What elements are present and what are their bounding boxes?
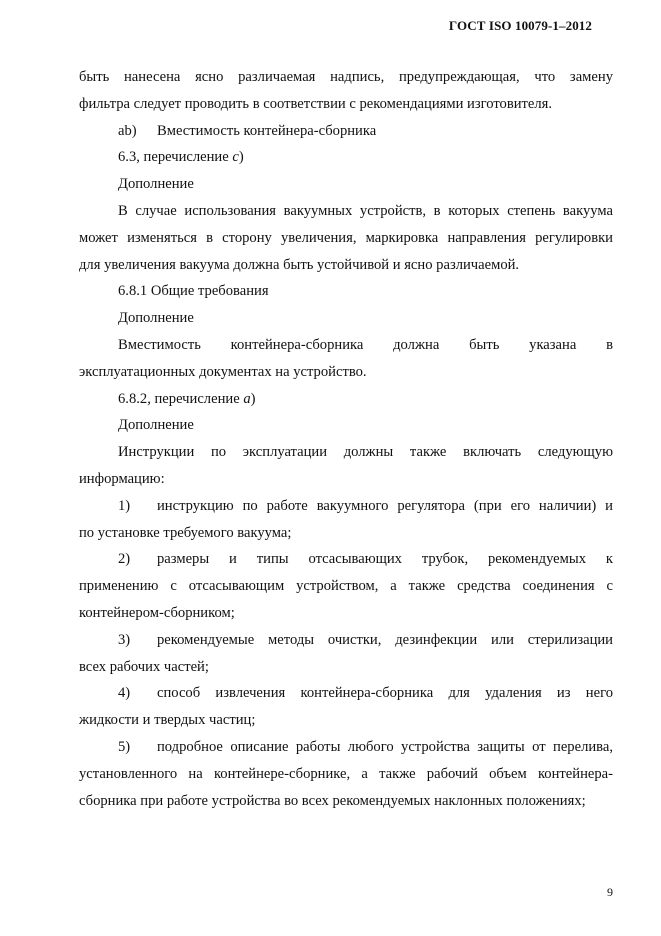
list-item: [79, 627, 613, 681]
list-item: [79, 546, 613, 626]
addition-heading: Дополнение: [118, 310, 194, 327]
list-item-text: всех рабочих частей;: [79, 658, 209, 675]
list-item-number: 5): [118, 738, 131, 755]
list-item: [79, 680, 613, 734]
list-item-text: по установке требуемого вакуума;: [79, 524, 292, 541]
section-ref-text: 6.8.2, перечисление: [118, 390, 240, 407]
section-ref-letter: с: [232, 149, 239, 166]
section-ref-letter: а: [243, 390, 251, 407]
list-item-first-line: рекомендуемые методы очистки, дезинфекции или стерилизации: [157, 631, 613, 648]
paragraph-line: быть нанесена ясно различаемая надпись, предупреждающая, что замену: [79, 69, 613, 85]
list-item-number: 3): [118, 631, 131, 648]
list-item-number: 4): [118, 685, 131, 702]
document-body: [79, 64, 613, 814]
addition-heading: Дополнение: [118, 417, 194, 434]
list-item-text: применению с отсасывающим устройством, а также средства соединения с контейнером-сборником;: [79, 578, 613, 621]
subitem-ab: [79, 118, 613, 145]
paragraph-line: может изменяться в сторону увеличения, маркировка направления регулировки: [79, 229, 613, 246]
section-ref-paren: ): [250, 390, 256, 407]
list-item-text: жидкости и твердых частиц;: [79, 712, 256, 729]
section-ref-paren: ): [238, 149, 244, 166]
list-item-number: 1): [118, 497, 131, 514]
paragraph-line: эксплуатационных документах на устройство.: [79, 363, 367, 380]
list-item-first-line: размеры и типы отсасывающих трубок, рекомендуемых к: [157, 551, 613, 568]
paragraph-line: В случае использования вакуумных устройств, в которых степень вакуума: [118, 202, 613, 219]
list-item: [79, 493, 613, 547]
list-item-first-line: способ извлечения контейнера-сборника для удаления из него: [157, 685, 613, 702]
subitem-marker: ab): [118, 122, 137, 139]
paragraph-line: Вместимость контейнера-сборника должна быть указана в: [118, 336, 613, 353]
section-ref-6-3: [79, 144, 613, 171]
paragraph-line: фильтра следует проводить в соответствии с рекомендациями изготовителя.: [79, 95, 553, 112]
section-ref-text: 6.3, перечисление: [118, 149, 229, 166]
page-number: 9: [607, 885, 613, 899]
list-item-number: 2): [118, 551, 131, 568]
addition-heading: Дополнение: [118, 176, 194, 193]
section-heading-6-8-1: 6.8.1 Общие требования: [118, 283, 269, 300]
document-header: ГОСТ ISO 10079-1–2012: [448, 18, 592, 33]
list-item-text: установленного на контейнере-сборнике, а также рабочий объем контейнера-сборника при работе устройства во всех рекомендуемых наклонных положениях;: [79, 765, 613, 809]
paragraph-line: информацию:: [79, 470, 165, 487]
subitem-text: Вместимость контейнера-сборника: [157, 122, 377, 139]
paragraph-line: Инструкции по эксплуатации должны также включать следующую: [118, 444, 613, 461]
list-item-first-line: подробное описание работы любого устройства защиты от перелива,: [157, 738, 613, 755]
list-item-first-line: инструкцию по работе вакуумного регулятора (при его наличии) и: [157, 497, 613, 514]
section-ref-6-8-2: [79, 386, 613, 413]
paragraph-line: для увеличения вакуума должна быть устойчивой и ясно различаемой.: [79, 256, 520, 273]
list-item: [79, 734, 613, 814]
